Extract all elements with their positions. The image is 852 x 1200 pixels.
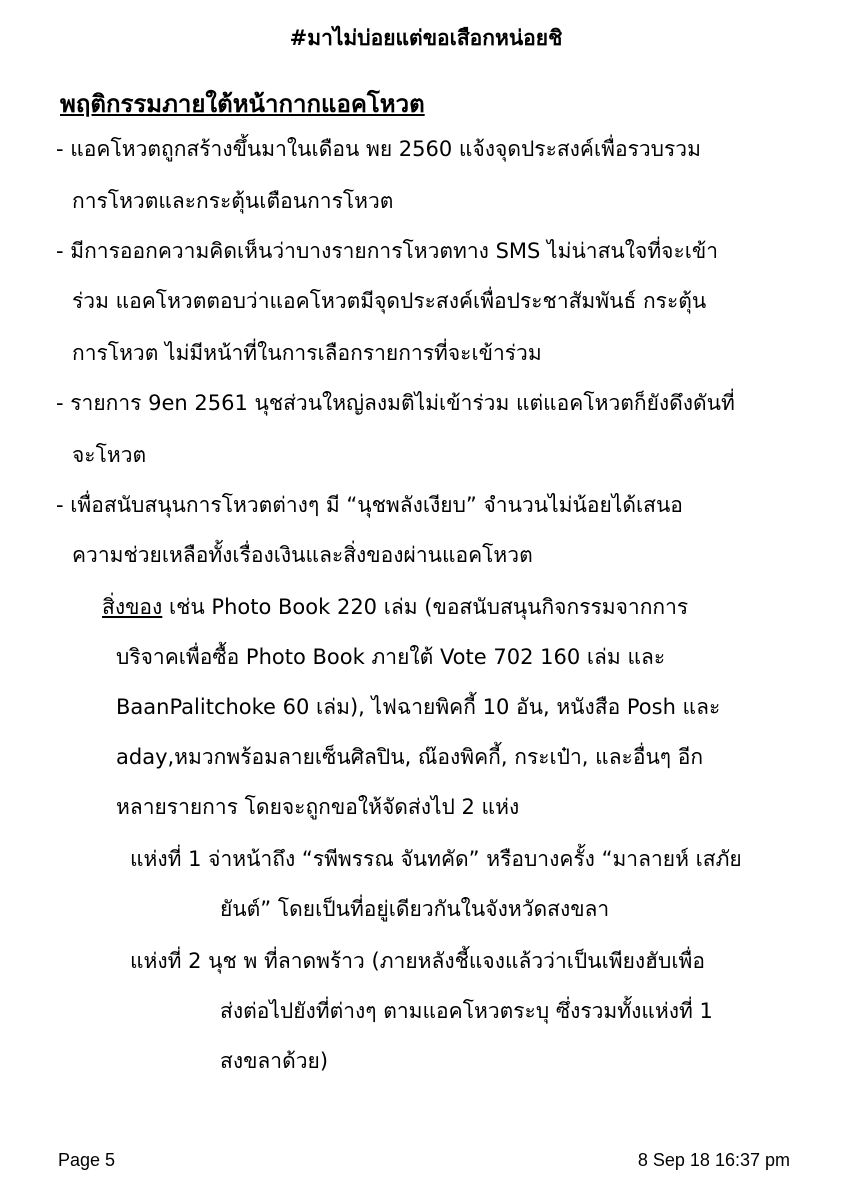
items-line-5: หลายรายการ โดยจะถูกขอให้จัดส่งไป 2 แห่ง	[116, 795, 520, 819]
bullet-2-line-3: การโหวต ไม่มีหน้าที่ในการเลือกรายการที่จะเข้าร่วม	[72, 341, 542, 365]
bullet-2-line-1: - มีการออกความคิดเห็นว่าบางรายการโหวตทาง SMS ไม่น่าสนใจที่จะเข้า	[56, 239, 719, 263]
place-1-line-2: ยันต์” โดยเป็นที่อยู่เดียวกันในจังหวัดสงขลา	[220, 897, 610, 921]
place-2-line-1: แห่งที่ 2 นุช พ ที่ลาดพร้าว (ภายหลังชี้แจงแล้วว่าเป็นเพียงฮับเพื่อ	[130, 949, 705, 973]
section-heading: พฤติกรรมภายใต้หน้ากากแอคโหวต	[60, 90, 425, 118]
bullet-3-line-2: จะโหวต	[72, 443, 147, 467]
footer-page-number: Page 5	[58, 1150, 116, 1170]
place-2-line-3: สงขลาด้วย)	[220, 1049, 329, 1073]
items-line-4: aday,หมวกพร้อมลายเซ็นศิลปิน, ณ๊องพิคกี้, กระเป๋า, และอื่นๆ อีก	[116, 745, 704, 769]
page-header-hashtag: #มาไม่บ่อยแต่ขอเสือกหน่อยชิ	[289, 26, 563, 50]
items-first-line	[102, 592, 688, 622]
bullet-2-line-2: ร่วม แอคโหวตตอบว่าแอคโหวตมีจุดประสงค์เพื่อประชาสัมพันธ์ กระตุ้น	[72, 289, 707, 313]
bullet-4-line-1: - เพื่อสนับสนุนการโหวตต่างๆ มี “นุชพลังเงียบ” จำนวนไม่น้อยได้เสนอ	[56, 493, 683, 517]
items-first-line-text: เช่น Photo Book 220 เล่ม (ขอสนับสนุนกิจกรรมจากการ	[162, 595, 689, 619]
bullet-4-line-2: ความช่วยเหลือทั้งเรื่องเงินและสิ่งของผ่านแอคโหวต	[72, 543, 533, 567]
items-label: สิ่งของ	[102, 595, 163, 619]
footer-timestamp: 8 Sep 18 16:37 pm	[637, 1150, 790, 1170]
place-1-line-1: แห่งที่ 1 จ่าหน้าถึง “รพีพรรณ จันทคัด” หรือบางครั้ง “มาลายห์ เสภัย	[130, 847, 742, 871]
bullet-1-line-1: - แอคโหวตถูกสร้างขึ้นมาในเดือน พย 2560 แจ้งจุดประสงค์เพื่อรวบรวม	[56, 137, 701, 161]
place-2-line-2: ส่งต่อไปยังที่ต่างๆ ตามแอคโหวตระบุ ซึ่งรวมทั้งแห่งที่ 1	[220, 999, 713, 1023]
items-line-2: บริจาคเพื่อซื้อ Photo Book ภายใต้ Vote 702 160 เล่ม และ	[116, 645, 666, 669]
bullet-1-line-2: การโหวตและกระตุ้นเตือนการโหวต	[72, 189, 394, 213]
items-line-3: BaanPalitchoke 60 เล่ม), ไฟฉายพิคกี้ 10 อัน, หนังสือ Posh และ	[116, 695, 721, 719]
bullet-3-line-1: - รายการ 9en 2561 นุชส่วนใหญ่ลงมติไม่เข้าร่วม แต่แอคโหวตก็ยังดึงดันที่	[56, 391, 735, 415]
